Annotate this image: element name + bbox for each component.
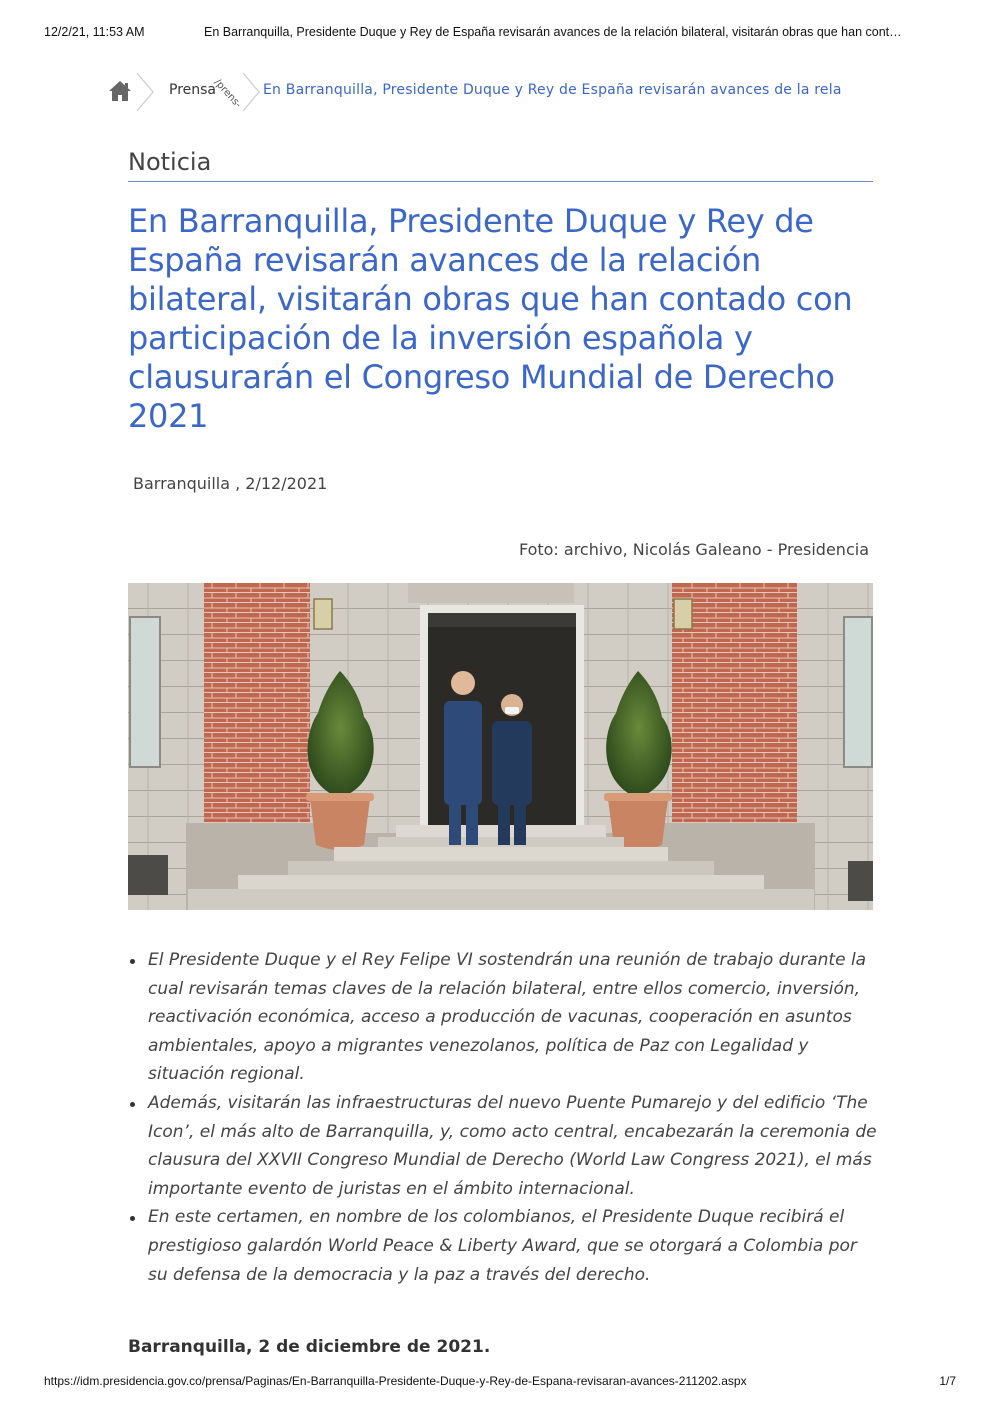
chevron-right-icon [134,72,154,112]
list-item: En este certamen, en nombre de los colombianos, el Presidente Duque recibirá el prestigioso galardón World Peace & Liberty Award, que se otorgará a Colombia por su defensa de la democracia y la paz a través del derecho. [128,1203,880,1289]
article-photo-illustration [128,583,873,910]
article-photo [128,583,873,910]
list-item: El Presidente Duque y el Rey Felipe VI sostendrán una reunión de trabajo durante la cual revisarán temas claves de la relación bilateral, entre ellos comercio, inversión, reactivación económica, acceso a producción de vacunas, cooperación en asuntos ambientales, apoyo a migrantes venezolanos, política de Paz con Legalidad y situación regional. [128,946,880,1089]
closing-dateline: Barranquilla, 2 de diciembre de 2021. [128,1337,491,1357]
list-item: Además, visitarán las infraestructuras del nuevo Puente Pumarejo y del edificio ‘The Icon’, el más alto de Barranquilla, y, como acto central, encabezarán la ceremonia de clausura del XXVII Congreso Mundial de Derecho (World Law Congress 2021), el más importante evento de juristas en el ámbito internacional. [128,1089,880,1203]
photo-credit: Foto: archivo, Nicolás Galeano - Presidencia [518,540,869,559]
breadcrumb [108,72,898,112]
article-dateline: Barranquilla , 2/12/2021 [133,474,328,493]
article-headline: En Barranquilla, Presidente Duque y Rey de España revisarán avances de la relación bilateral, visitarán obras que han contado con participación de la inversión española y clausurarán el Congreso Mundial de Derecho 2021 [128,202,853,435]
divider [128,181,873,182]
print-footer [44,1374,956,1390]
print-url: https://idm.presidencia.gov.co/prensa/Paginas/En-Barranquilla-Presidente-Duque-y-Rey-de-Espana-revisaran-avances-211202.aspx [44,1374,747,1388]
breadcrumb-item-prensa[interactable]: Prensa [169,82,217,98]
home-icon[interactable] [108,80,132,102]
highlights-list [128,946,880,1289]
print-header [44,25,956,41]
breadcrumb-current: En Barranquilla, Presidente Duque y Rey de España revisarán avances de la rela [263,82,842,98]
section-label: Noticia [128,148,212,176]
print-timestamp: 12/2/21, 11:53 AM [44,25,145,39]
page-number: 1/7 [939,1374,956,1388]
chevron-right-icon [240,72,260,112]
print-page-title: En Barranquilla, Presidente Duque y Rey de España revisarán avances de la relación bilateral, visitarán obras que han cont… [204,25,902,39]
breadcrumb-item-slug[interactable]: /prens- [211,77,244,111]
